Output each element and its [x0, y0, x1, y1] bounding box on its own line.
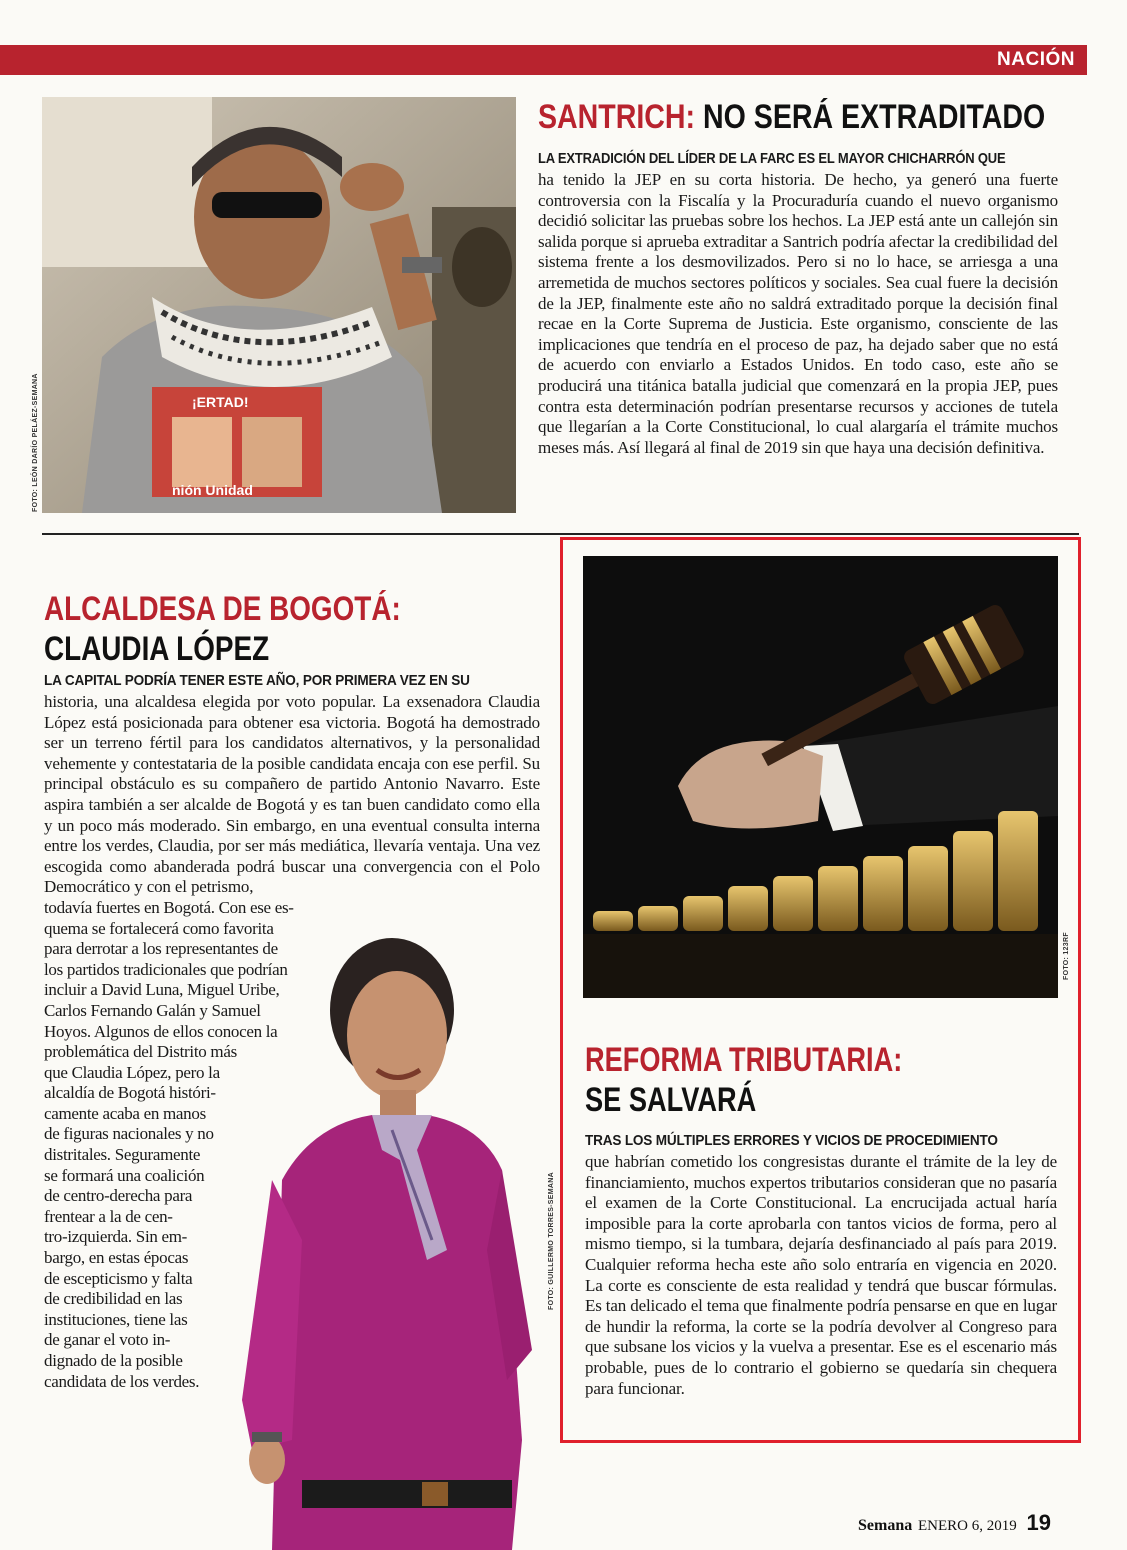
santrich-title: SANTRICH: NO SERÁ EXTRADITADO — [538, 98, 1046, 136]
claudia-body-line: de centro-derecha para — [44, 1186, 193, 1206]
claudia-photo — [232, 920, 552, 1550]
claudia-title: ALCALDESA DE BOGOTÁ: CLAUDIA LÓPEZ — [44, 590, 401, 668]
claudia-body-top: historia, una alcaldesa elegida por voto popular. La exsenadora Claudia López está posicionada para obtener esa victoria. Bogotá ha demostrado ser un terreno fértil para los candidatos alternativos, y la personalidad vehemente y contestataria de la posible candidata encaja con ese perfil. Su principal obstáculo es su compañero de partido Antonio Navarro. Este aspira también a ser alcalde de Bogotá y es tan buen candidato como ella y un poco más moderado. Sin embargo, en una eventual consulta interna entre los verdes, Claudia, por ser más mediática, llevaría ventaja. Una vez escogida como abanderada podrá buscar una convergencia con el Polo Democrático y con el petrismo, — [44, 692, 540, 897]
page-footer — [858, 1510, 1051, 1536]
reforma-article — [585, 1132, 1057, 1399]
claudia-body-line: los partidos tradicionales que podrían — [44, 959, 288, 979]
claudia-body-line: distritales. Seguramente — [44, 1145, 201, 1165]
claudia-body-line: alcaldía de Bogotá históri- — [44, 1083, 216, 1103]
santrich-article — [538, 150, 1058, 458]
claudia-body-line: todavía fuertes en Bogotá. Con ese es- — [44, 897, 294, 917]
reforma-body: que habrían cometido los congresistas durante el trámite de la ley de financiamiento, muchos expertos tributarios consideran que no pasaría el examen de la Corte Constitucional. La encrucijada actual haría imposible para la corte aprobarla con tantos vicios de forma, pero al mismo tiempo, si la tumbara, dejaría desfinanciado al país para 2019. Cualquier reforma hecha este año solo entraría en vigencia en 2020. La corte es consciente de esta realidad y tendrá que buscar fórmulas. Es tan delicado el tema que finalmente podría pensarse en que en lugar de hundir la reforma, la corte se la podría devolver al Congreso para que subsane los vicios y la vuelva a presentar. Ese es el escenario más probable, pues de lo contrario el gobierno se quedaría sin chequera para funcionar. — [585, 1152, 1057, 1398]
claudia-body-line: de figuras nacionales y no — [44, 1124, 214, 1144]
claudia-body-line: Carlos Fernando Galán y Samuel — [44, 1000, 261, 1020]
claudia-body-line: frentear a la de cen- — [44, 1206, 173, 1226]
santrich-body: ha tenido la JEP en su corta historia. De hecho, ya generó una fuerte controversia con la Fiscalía y la Procuraduría cuando el nuevo organismo decidió solicitar las pruebas sobre los hechos. La JEP está ante un callejón sin salida porque si aprueba extraditar a Santrich podría afectar la credibilidad del sistema frente a los desmovilizados. Pero si no lo hace, se arriesga a una arremetida de muchos sectores políticos y sociales. Sea cual fuere la decisión de la JEP, finalmente este año no saldrá extraditado porque la decisión final recae en la Corte Suprema de Justicia. Este organismo, consciente de las implicaciones que tendría en el proceso de paz, ha dejado saber que no está de acuerdo con enviarlo a Estados Unidos. En todo caso, este año se producirá una titánica batalla judicial que comenzará en la propia JEP, pues contra esta determinación podrían presentarse recursos y acciones de tutela que llegarían a la Corte Constitucional, lo cual alargaría el trámite muchos meses más. Así llegará al final de 2019 sin que haya una decisión definitiva. — [538, 170, 1058, 457]
section-header-bar — [0, 45, 1087, 75]
reforma-title: REFORMA TRIBUTARIA: SE SALVARÁ — [585, 1041, 903, 1119]
claudia-body-line: para derrotar a los representantes de — [44, 939, 278, 959]
reforma-photo — [583, 556, 1058, 998]
claudia-body-line: se formará una coalición — [44, 1165, 205, 1185]
claudia-body-line: incluir a David Luna, Miguel Uribe, — [44, 980, 280, 1000]
claudia-body-line: tro-izquierda. Sin em- — [44, 1227, 188, 1247]
claudia-body-line: dignado de la posible — [44, 1351, 183, 1370]
santrich-photo-credit: FOTO: LEÓN DARÍO PELÁEZ-SEMANA — [32, 373, 39, 512]
claudia-body-line: que Claudia López, pero la — [44, 1062, 220, 1082]
claudia-photo-credit: FOTO: GUILLERMO TORRES-SEMANA — [548, 1172, 555, 1310]
issue-date: ENERO 6, 2019 — [917, 1518, 1017, 1534]
shirt-text-2: nión Unidad — [172, 482, 253, 498]
section-label: NACIÓN — [997, 49, 1075, 70]
reforma-box — [560, 537, 1081, 1443]
claudia-body-line: de credibilidad en las — [44, 1289, 183, 1309]
claudia-body-line: candidata de los verdes. — [44, 1371, 200, 1391]
claudia-body-line: de ganar el voto in- — [44, 1330, 171, 1350]
page-number: 19 — [1026, 1510, 1051, 1535]
shirt-text: ¡ERTAD! — [192, 394, 249, 410]
claudia-body-line: instituciones, tiene las — [44, 1309, 188, 1329]
santrich-photo — [42, 97, 516, 513]
claudia-body-line: quema se fortalecerá como favorita — [44, 918, 274, 938]
claudia-body-line: Hoyos. Algunos de ellos conocen la — [44, 1021, 278, 1041]
santrich-lead: LA EXTRADICIÓN DEL LÍDER DE LA FARC ES EL MAYOR CHICHARRÓN QUE — [538, 150, 1006, 167]
section-divider — [42, 533, 1079, 535]
claudia-body-line: problemática del Distrito más — [44, 1042, 237, 1062]
claudia-body-line: de escepticismo y falta — [44, 1268, 193, 1288]
claudia-body-line: bargo, en estas épocas — [44, 1248, 189, 1268]
reforma-photo-credit: FOTO: 123RF — [1063, 932, 1070, 980]
magazine-name: Semana — [858, 1517, 913, 1534]
claudia-lead: LA CAPITAL PODRÍA TENER ESTE AÑO, POR PRIMERA VEZ EN SU — [44, 672, 470, 689]
claudia-body-line: camente acaba en manos — [44, 1103, 206, 1123]
reforma-lead: TRAS LOS MÚLTIPLES ERRORES Y VICIOS DE PROCEDIMIENTO — [585, 1132, 998, 1149]
